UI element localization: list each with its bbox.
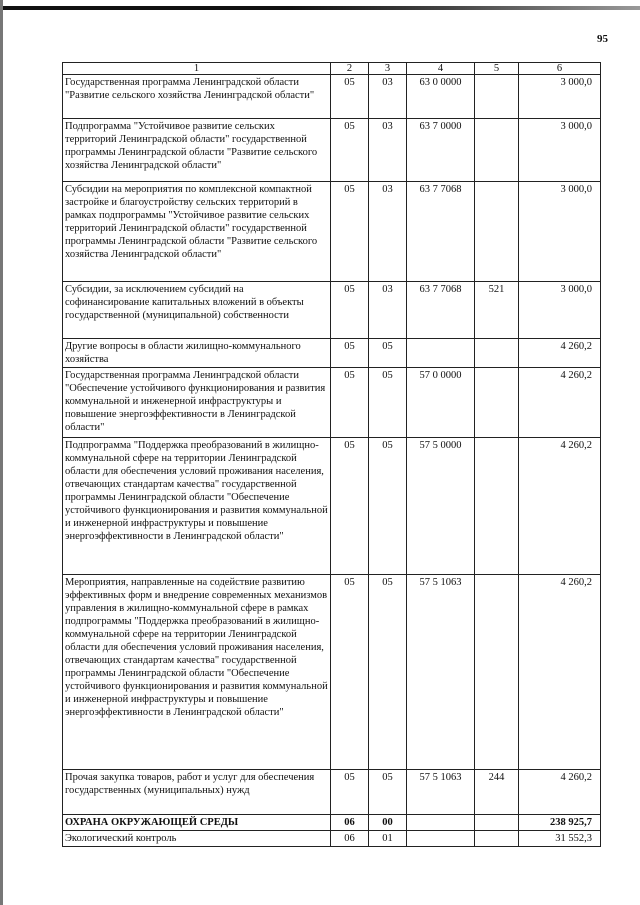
row-name: Экологический контроль: [63, 831, 331, 847]
row-subsection: 05: [369, 770, 407, 815]
row-name: Прочая закупка товаров, работ и услуг для обеспечения государственных (муниципальных) нужд: [63, 770, 331, 815]
row-target-code: 63 7 7068: [407, 182, 475, 282]
header-col-2: 2: [331, 63, 369, 75]
row-target-code: 63 7 0000: [407, 119, 475, 182]
table-row: [63, 339, 601, 368]
row-subsection: 05: [369, 575, 407, 770]
header-col-4: 4: [407, 63, 475, 75]
row-amount: 3 000,0: [519, 119, 601, 182]
row-target-code: 57 5 1063: [407, 575, 475, 770]
row-amount: 3 000,0: [519, 75, 601, 119]
row-expense-type: 521: [475, 282, 519, 339]
row-target-code: [407, 339, 475, 368]
row-expense-type: [475, 815, 519, 831]
row-subsection: 05: [369, 368, 407, 438]
budget-table: [62, 62, 601, 847]
scan-left-edge: [0, 0, 3, 905]
row-name: Мероприятия, направленные на содействие развитию эффективных форм и внедрение современных механизмов управления в жилищно-коммунальной сфере в рамках подпрограммы "Поддержка преобразований в жилищно-коммунальной сфере на территории Ленинградской области для обеспечения условий проживания населения, отвечающих стандартам качества" государственной программы Ленинградской области "Обеспечение устойчивого функционирования и развития коммунальной и инженерной инфраструктуры и повышение энергоэффективности в Ленинградской области": [63, 575, 331, 770]
row-subsection: 03: [369, 282, 407, 339]
row-section: 05: [331, 282, 369, 339]
row-subsection: 05: [369, 438, 407, 575]
row-section: 05: [331, 119, 369, 182]
row-target-code: [407, 815, 475, 831]
table-row: [63, 75, 601, 119]
row-subsection: 00: [369, 815, 407, 831]
row-name: Государственная программа Ленинградской области "Развитие сельского хозяйства Ленинградской области": [63, 75, 331, 119]
row-section: 05: [331, 75, 369, 119]
row-section: 05: [331, 575, 369, 770]
row-subsection: 03: [369, 119, 407, 182]
row-name: Субсидии на мероприятия по комплексной компактной застройке и благоустройству сельских территорий в рамках подпрограммы "Устойчивое развитие сельских территорий Ленинградской области" государственной программы Ленинградской области "Развитие сельского хозяйства Ленинградской области": [63, 182, 331, 282]
row-section: 05: [331, 339, 369, 368]
row-subsection: 01: [369, 831, 407, 847]
row-amount: 238 925,7: [519, 815, 601, 831]
row-section: 05: [331, 438, 369, 575]
row-target-code: [407, 831, 475, 847]
row-name: ОХРАНА ОКРУЖАЮЩЕЙ СРЕДЫ: [63, 815, 331, 831]
row-name: Подпрограмма "Поддержка преобразований в жилищно-коммунальной сфере на территории Ленинградской области для обеспечения условий проживания населения, отвечающих стандартам качества" государственной программы Ленинградской области "Обеспечение устойчивого функционирования и развития коммунальной и инженерной инфраструктуры и повышение энергоэффективности в Ленинградской области": [63, 438, 331, 575]
row-section: 05: [331, 770, 369, 815]
row-name: Субсидии, за исключением субсидий на софинансирование капитальных вложений в объекты государственной (муниципальной) собственности: [63, 282, 331, 339]
table-row: [63, 368, 601, 438]
row-section: 06: [331, 815, 369, 831]
table-row: [63, 575, 601, 770]
row-section: 05: [331, 368, 369, 438]
row-name: Государственная программа Ленинградской области "Обеспечение устойчивого функционирования и развития коммунальной и инженерной инфраструктуры и повышение энергоэффективности в Ленинградской области": [63, 368, 331, 438]
header-col-5: 5: [475, 63, 519, 75]
header-col-1: 1: [63, 63, 331, 75]
row-section: 06: [331, 831, 369, 847]
table-row: [63, 438, 601, 575]
row-amount: 3 000,0: [519, 182, 601, 282]
table-row: [63, 815, 601, 831]
row-expense-type: [475, 368, 519, 438]
row-amount: 31 552,3: [519, 831, 601, 847]
table-row: [63, 119, 601, 182]
page-number: 95: [597, 33, 608, 45]
row-subsection: 03: [369, 182, 407, 282]
table-row: [63, 831, 601, 847]
header-col-3: 3: [369, 63, 407, 75]
top-border-line: [0, 6, 640, 10]
row-amount: 4 260,2: [519, 770, 601, 815]
row-expense-type: [475, 182, 519, 282]
row-target-code: 57 5 0000: [407, 438, 475, 575]
row-target-code: 63 7 7068: [407, 282, 475, 339]
row-expense-type: [475, 75, 519, 119]
row-name: Подпрограмма "Устойчивое развитие сельских территорий Ленинградской области" государственной программы Ленинградской области "Развитие сельского хозяйства Ленинградской области": [63, 119, 331, 182]
row-amount: 4 260,2: [519, 339, 601, 368]
row-expense-type: [475, 831, 519, 847]
row-target-code: 57 0 0000: [407, 368, 475, 438]
table-row: [63, 182, 601, 282]
table-row: [63, 770, 601, 815]
table-header-row: [63, 63, 601, 75]
row-expense-type: [475, 438, 519, 575]
row-expense-type: [475, 575, 519, 770]
row-target-code: 57 5 1063: [407, 770, 475, 815]
row-section: 05: [331, 182, 369, 282]
row-expense-type: [475, 119, 519, 182]
row-amount: 4 260,2: [519, 368, 601, 438]
row-amount: 4 260,2: [519, 438, 601, 575]
row-expense-type: 244: [475, 770, 519, 815]
row-amount: 3 000,0: [519, 282, 601, 339]
row-expense-type: [475, 339, 519, 368]
row-name: Другие вопросы в области жилищно-коммунального хозяйства: [63, 339, 331, 368]
row-amount: 4 260,2: [519, 575, 601, 770]
row-subsection: 03: [369, 75, 407, 119]
header-col-6: 6: [519, 63, 601, 75]
row-target-code: 63 0 0000: [407, 75, 475, 119]
table-row: [63, 282, 601, 339]
row-subsection: 05: [369, 339, 407, 368]
